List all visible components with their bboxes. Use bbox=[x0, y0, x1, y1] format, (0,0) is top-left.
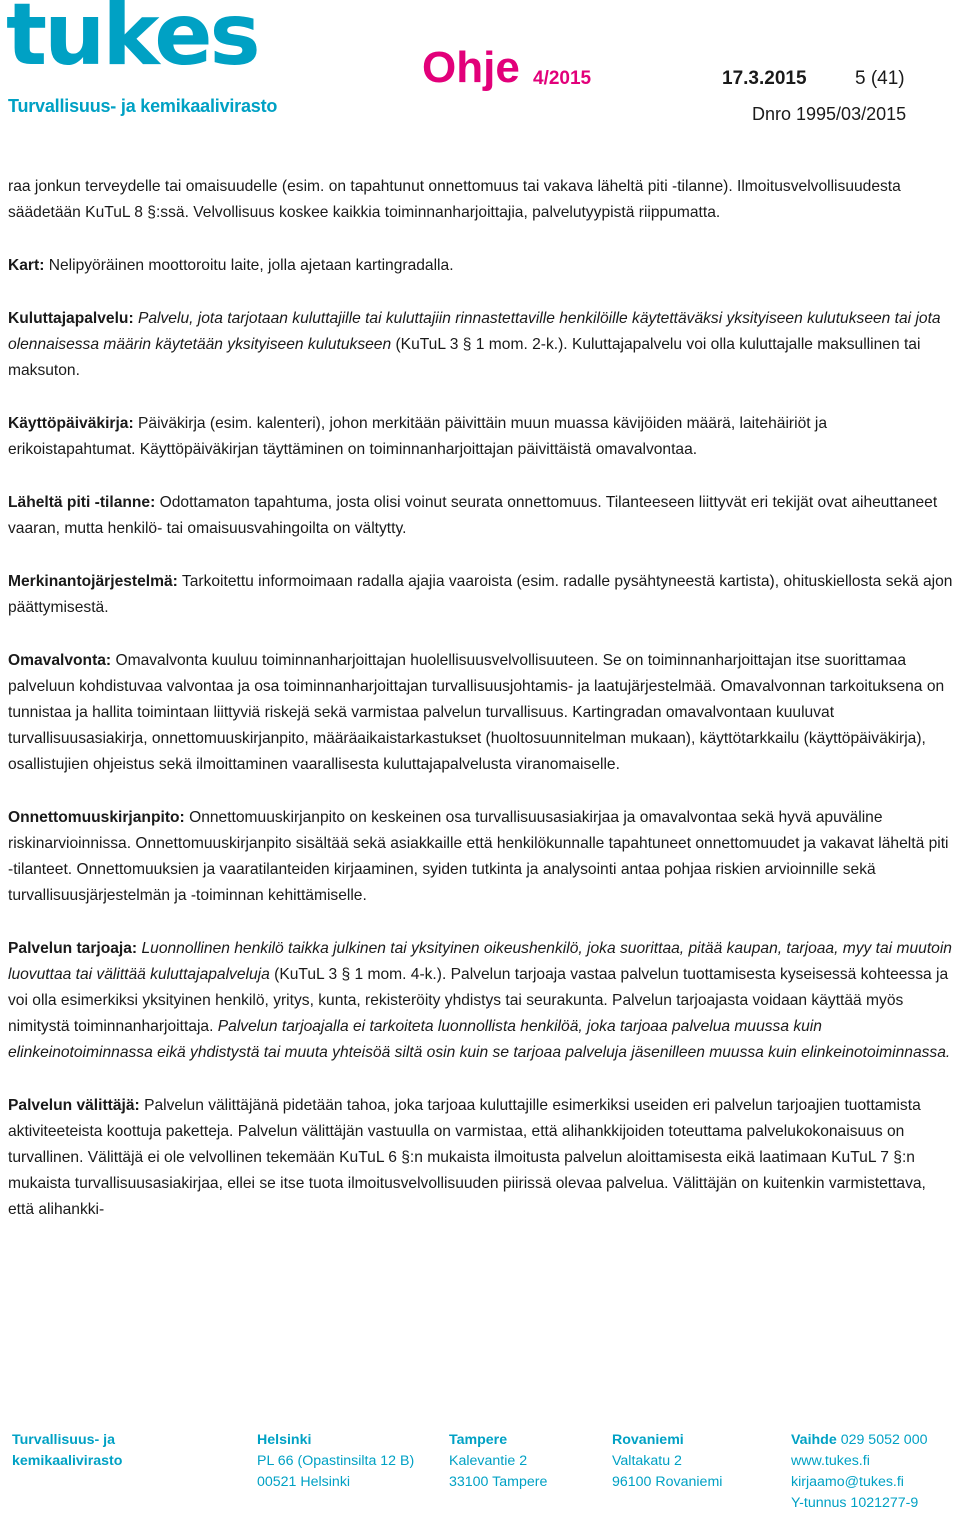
definition-onnettomuuskirjanpito bbox=[8, 805, 954, 909]
footer-business-id: Y-tunnus 1021277-9 bbox=[791, 1495, 919, 1511]
footer-rovaniemi bbox=[612, 1430, 722, 1493]
footer-contact bbox=[791, 1430, 927, 1514]
term-lahelta-piti: Läheltä piti -tilanne: bbox=[8, 494, 156, 511]
footer-city: Tampere bbox=[449, 1432, 508, 1448]
document-date: 17.3.2015 bbox=[722, 68, 807, 89]
footer-postal: 96100 Rovaniemi bbox=[612, 1474, 723, 1490]
definition-omavalvonta bbox=[8, 648, 954, 778]
tukes-logo: tukes bbox=[6, 0, 258, 85]
footer-agency-line1: Turvallisuus- ja bbox=[12, 1432, 116, 1448]
footer-website-link[interactable]: www.tukes.fi bbox=[791, 1453, 870, 1469]
footer-city: Helsinki bbox=[257, 1432, 312, 1448]
footer-helsinki bbox=[257, 1430, 414, 1493]
definition-palvelun-valittaja bbox=[8, 1093, 954, 1223]
definition-text: Onnettomuuskirjanpito on keskeinen osa turvallisuusasiakirjaa ja omavalvontaa sekä hyvä apuväline riskinarvioinnissa. Onnettomuuskirjanpito sisältää sekä asiakkaille että henkilökunnalle tapahtuneet onnettomuudet ja vakavat läheltä piti -tilanteet. Onnettomuuksien ja vaaratilanteiden kirjaaminen, syiden tutkinta ja analysointi antaa pohjaa riskien arvioinnille sekä turvallisuusjärjestelmän ja -toiminnan kehittämiselle. bbox=[8, 809, 949, 904]
footer-email-link[interactable]: kirjaamo@tukes.fi bbox=[791, 1474, 904, 1490]
definition-palvelun-tarjoaja bbox=[8, 936, 954, 1066]
footer-agency-line2: kemikaalivirasto bbox=[12, 1453, 123, 1469]
phone-number: 029 5052 000 bbox=[836, 1432, 928, 1448]
term-palvelun-tarjoaja: Palvelun tarjoaja: bbox=[8, 940, 138, 957]
page-number: 5 (41) bbox=[855, 68, 905, 89]
definition-text: Omavalvonta kuuluu toiminnanharjoittajan huolellisuusvelvollisuuteen. Se on toiminnanharjoittajan itse suorittamaa palveluun kohdistuvaa valvontaa ja osa toiminnanharjoittajan turvallisuusjohtamis- ja laatujärjestelmää. Omavalvonnan tarkoituksena on tunnistaa ja hallita toimintaan liittyviä riskejä sekä varmistaa palvelun turvallisuus. Kartingradan omavalvontaan kuuluvat turvallisuusasiakirja, onnettomuuskirjanpito, määräaikaistarkastukset (huoltosuunnitelman mukaan), käyttötarkkailu (käyttöpäiväkirja), osallistujien ohjeistus sekä ilmoittaminen vaarallisesta kuluttajapalvelusta viranomaiselle. bbox=[8, 652, 945, 773]
term-onnettomuuskirjanpito: Onnettomuuskirjanpito: bbox=[8, 809, 185, 826]
footer-city: Rovaniemi bbox=[612, 1432, 684, 1448]
document-type: Ohje bbox=[422, 43, 520, 92]
definition-kayttopaivakirja bbox=[8, 411, 954, 463]
page-footer bbox=[0, 1430, 960, 1514]
footer-address: PL 66 (Opastinsilta 12 B) bbox=[257, 1453, 415, 1469]
definition-text: Odottamaton tapahtuma, josta olisi voinut seurata onnettomuus. Tilanteeseen liittyvät eri tekijät ovat aiheuttaneet vaaran, mutta henkilö- tai omaisuusvahingoilta on vältytty. bbox=[8, 494, 938, 537]
definition-kart bbox=[8, 253, 954, 279]
definition-text: Päiväkirja (esim. kalenteri), johon merkitään päivittäin muun muassa kävijöiden määrä, laitehäiriöt ja erikoistapahtumat. Käyttöpäiväkirjan täyttäminen on toiminnanharjoittajan päivittäistä omavalvontaa. bbox=[8, 415, 828, 458]
page-header bbox=[0, 0, 960, 150]
definition-text: (KuTuL 3 § 1 mom. 4-k.). Palvelun tarjoaja vastaa palvelun tuottamisesta kyseisessä kohteessa ja voi olla esimerkiksi yksityinen henkilö, yritys, kunta, rekisteröity yhdistys tai seurakunta. Palvelun tarjoajasta voidaan käyttää myös nimitystä toiminnanharjoittaja. bbox=[8, 966, 949, 1035]
term-kuluttajapalvelu: Kuluttajapalvelu: bbox=[8, 310, 134, 327]
term-merkinantojarjestelma: Merkinantojärjestelmä: bbox=[8, 573, 178, 590]
definition-italic: Palvelun tarjoajalla ei tarkoiteta luonnollista henkilöä, joka tarjoaa palvelua muussa kuin elinkeinotoiminnassa eikä yhdistystä tai muuta yhteisöä siltä osin kuin se tarjoaa palveluja jäsenilleen muussa kuin elinkeinotoiminnassa. bbox=[8, 1018, 951, 1061]
term-kart: Kart: bbox=[8, 257, 45, 274]
definition-text: (KuTuL 3 § 1 mom. 2-k.). Kuluttajapalvelu voi olla kuluttajalle maksullinen tai maksuton. bbox=[8, 336, 921, 379]
footer-address: Valtakatu 2 bbox=[612, 1453, 682, 1469]
logo-subtitle: Turvallisuus- ja kemikaalivirasto bbox=[8, 96, 278, 116]
footer-phone bbox=[791, 1430, 927, 1451]
document-number: 4/2015 bbox=[533, 68, 592, 89]
definition-italic: Luonnollinen henkilö taikka julkinen tai yksityinen oikeushenkilö, joka suorittaa, pitää kaupan, tarjoaa, myy tai muutoin luovuttaa tai välittää kuluttajapalveluja bbox=[8, 940, 952, 983]
document-dnro: Dnro 1995/03/2015 bbox=[752, 104, 907, 124]
definition-lahelta-piti bbox=[8, 490, 954, 542]
definition-kuluttajapalvelu bbox=[8, 306, 954, 384]
document-body bbox=[8, 174, 954, 1250]
paragraph-continued bbox=[8, 174, 954, 226]
footer-agency bbox=[12, 1430, 122, 1472]
definition-text: Palvelun välittäjänä pidetään tahoa, joka tarjoaa kuluttajille esimerkiksi useiden eri palvelun tarjoajien tuottamista aktiviteeteista koottuja paketteja. Palvelun välittäjän vastuulla on varmistaa, että alihankkijoiden toteuttama palvelukokonaisuus on turvallinen. Välittäjä ei ole velvollinen tekemään KuTuL 6 §:n mukaista ilmoitusta palvelun aloittamisesta eikä laatimaan KuTuL 7 §:n mukaista turvallisuusasiakirjaa, ellei se itse tuota ilmoitusvelvollisuuden piirissä olevaa palvelua. Välittäjän on kuitenkin varmistettava, että alihankki- bbox=[8, 1097, 926, 1218]
term-kayttopaivakirja: Käyttöpäiväkirja: bbox=[8, 415, 134, 432]
footer-address: Kalevantie 2 bbox=[449, 1453, 528, 1469]
footer-tampere bbox=[449, 1430, 547, 1493]
definition-text: Nelipyöräinen moottoroitu laite, jolla ajetaan kartingradalla. bbox=[44, 257, 454, 274]
footer-postal: 00521 Helsinki bbox=[257, 1474, 351, 1490]
paragraph-text: raa jonkun terveydelle tai omaisuudelle (esim. on tapahtunut onnettomuus tai vakava läheltä piti -tilanne). Ilmoitusvelvollisuudesta säädetään KuTuL 8 §:ssä. Velvollisuus koskee kaikkia toiminnanharjoittajia, palvelutyypistä riippumatta. bbox=[8, 178, 901, 221]
definition-text: Tarkoitettu informoimaan radalla ajajia vaaroista (esim. radalle pysähtyneestä kartista), ohituskiellosta sekä ajon päättymisestä. bbox=[8, 573, 953, 616]
phone-label: Vaihde bbox=[791, 1432, 837, 1448]
footer-postal: 33100 Tampere bbox=[449, 1474, 548, 1490]
definition-merkinantojarjestelma bbox=[8, 569, 954, 621]
term-palvelun-valittaja: Palvelun välittäjä: bbox=[8, 1097, 140, 1114]
definition-italic: Palvelu, jota tarjotaan kuluttajille tai kuluttajiin rinnastettaville henkilöille käytettäväksi yksityiseen kulutukseen tai jota olennaisessa määrin käytetään yksityiseen kulutukseen bbox=[8, 310, 941, 353]
term-omavalvonta: Omavalvonta: bbox=[8, 652, 112, 669]
